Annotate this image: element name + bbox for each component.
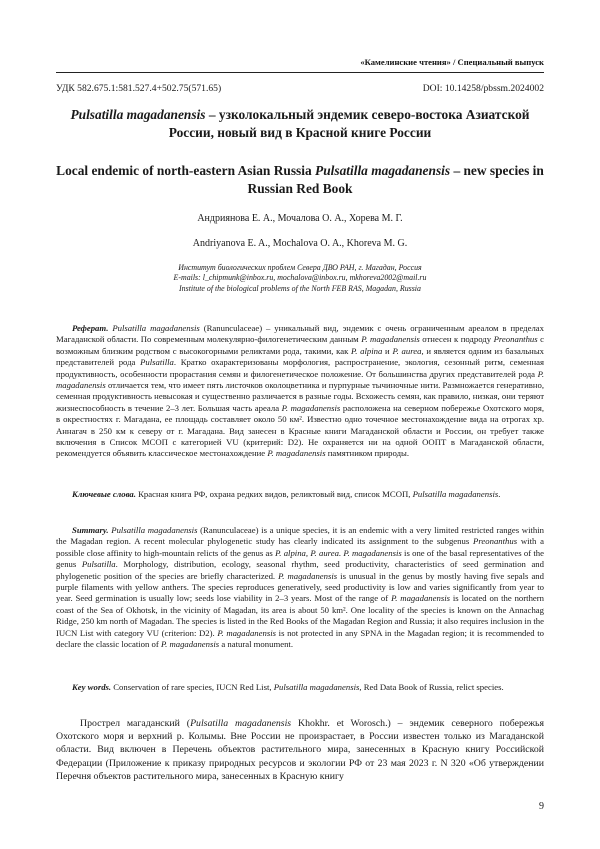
body-text: Прострел магаданский ( <box>80 718 191 729</box>
title-en-pre: Local endemic of north-eastern Asian Russia <box>56 163 316 178</box>
abstract-text: , и является одним из базальных представителей рода <box>56 345 545 368</box>
summary-text: is unusual in the genus by mostly having five sepals and purple filaments with yellow anthers. The species reproduces generatively, seed productivity is low and varies significantly from year to year. Seed germination is usually low; seeds lose viability in 2–3 years. Most of the range of <box>56 570 544 604</box>
abstract-text: (Ranunculaceae) – уникальный вид, эндемик с очень ограниченным ареалом в пределах Магаданской области. По современным молекулярно-филогенетическим данным <box>56 323 544 345</box>
keywords-text: , Red Data Book of Russia, relict species. <box>359 682 504 692</box>
affiliation-en: Institute of the biological problems of the North FEB RAS, Magadan, Russia <box>179 283 421 293</box>
species-name: P. magadanensis <box>278 570 338 581</box>
abstract-text: отнесен к подроду <box>419 334 494 345</box>
species-name: P. magadanensis <box>281 402 341 413</box>
authors-russian: Андриянова Е. А., Мочалова О. А., Хорева М. Г. <box>197 213 403 224</box>
keywords-text: . <box>498 489 501 499</box>
summary-text: is not protected in any SPNA in the Magadan region; it is recommended to declare the classic location of <box>56 627 544 650</box>
keywords-russian <box>56 489 544 500</box>
species-name: P. alpina <box>351 345 383 356</box>
species-name: Pulsatilla magadanensis <box>412 489 499 499</box>
summary-label: Summary. <box>72 525 109 535</box>
summary-text: (Ranunculaceae) is a unique species, it is an endemic with a very limited restricted ranges within the Magadan region. A recent molecular phylogenetic study has clearly indicated its assignment to the subgenus <box>56 525 544 547</box>
meta-row <box>56 83 544 94</box>
title-english <box>56 162 544 198</box>
abstract-text: расположена на северном побережье Охотского моря, в окрестностях г. Магадана, ее площадь составляет около 50 км². Известно одно точечное местонахождение вида на отрогах хр. Аннагач в 250 км к северу от г. Магадана. Вид занесен в Красные книги Магаданской области и России, он требует также включения в Список МСОП с категорией VU (критерий: D2). Не охраняется ни на одной ООПТ в Магаданской области, рекомендуется объявить классическое местонахождение <box>56 402 544 459</box>
header-rule <box>56 72 544 73</box>
journal-header: «Камелинские чтения» / Специальный выпуск <box>360 57 544 67</box>
species-name: P. magadanensis <box>160 639 220 650</box>
abstract-text: отличается тем, что имеет пять листочков околоцветника и пурпурные тычиночные нити. Размножается генеративно, семенная продуктивность невысокая и существенно различается в разные годы. Всхожесть семян, как правило, низкая, они теряют жизнеспособность в течение 2–3 лет. Большая часть ареала <box>56 380 544 413</box>
summary-text: with a possible close affinity to high-mountain relicts of the genus as <box>56 536 544 558</box>
body-paragraph <box>56 717 544 783</box>
genus-name: Pulsatilla <box>81 559 116 570</box>
udk-code: УДК 582.675.1:581.527.4+502.75(571.65) <box>56 83 222 94</box>
title-russian <box>56 106 544 142</box>
title-en-post: – new species in Russian Red Book <box>247 163 544 196</box>
abstract-text: с возможным близким родством с высокогорными реликтами рода, такими, как <box>56 334 544 356</box>
summary-text: is located on the northern coast of the Sea of Okhotsk, in the vicinity of Magadan, its area is about 50 km². One locality of the species is known on the Annachag Ridge, 250 km north of Magadan. The species is listed in the Red Books of the Magadan Region and Russia; it also requires inclusion in the IUCN List with category VU (criterion: D2). <box>56 593 545 638</box>
keywords-text: Conservation of rare species, IUCN Red List, <box>111 682 274 692</box>
species-name: Pulsatilla magadanensis <box>273 682 360 692</box>
species-name: P. aurea <box>392 345 422 356</box>
title-en-species: Pulsatilla magadanensis <box>315 163 451 178</box>
subgenus-name: Preonanthus <box>493 334 538 345</box>
species-name: Pulsatilla magadanensis <box>108 525 198 535</box>
abstract-text: . Кратко охарактеризованы морфология, распространение, экология, сезонный ритм, семенная продуктивность, особенности прорастания семян и филогенетическое положение. От большинства других представителей рода <box>56 357 544 379</box>
species-name: P. magadanensis <box>361 334 420 345</box>
authors-english: Andriyanova E. A., Mochalova O. A., Khoreva M. G. <box>192 238 408 249</box>
body-text: Khokhr. et Worosch.) – эндемик северного побережья Охотского моря и верхний р. Колымы. Вне России не произрастает, в России известен только из Магаданской области. Вид включен в Перечень объектов растительного мира, занесенных в Красную книгу Российской Федерации (Приложение к приказу природных ресурсов и экологии РФ от 23 мая 2023 г. N 320 «Об утверждении Перечня объектов растительного мира, занесенных в Красную книгу <box>56 718 544 782</box>
keywords-text: Красная книга РФ, охрана редких видов, реликтовый вид, список МСОП, <box>135 489 413 499</box>
doi[interactable]: DOI: 10.14258/pbssm.2024002 <box>422 83 544 94</box>
species-name: Pulsatilla magadanensis <box>108 323 200 333</box>
page-number: 9 <box>539 801 544 812</box>
genus-name: Pulsatilla <box>140 357 174 368</box>
species-name: Pulsatilla magadanensis <box>190 718 292 729</box>
keywords-english <box>56 682 544 693</box>
summary-text: . Morphology, distribution, ecology, seasonal rhythm, seed productivity, characteristics of seed germination and phylogenetic position of the species are briefly characterized. <box>56 559 544 581</box>
abstract-text: памятником природы. <box>325 448 409 459</box>
keywords-ru-label: Ключевые слова. <box>72 489 136 499</box>
keywords-en-label: Key words. <box>72 682 112 692</box>
species-name: P. magadanensis <box>56 368 544 391</box>
subgenus-name: Preonanthus <box>473 536 518 547</box>
title-ru-rest: – узколокальный эндемик северо-востока Азиатской России, новый вид в Красной книге России <box>168 107 530 140</box>
summary-text: a natural monument. <box>219 639 294 650</box>
species-name: P. magadanensis <box>217 627 277 638</box>
abstract-english <box>56 525 544 650</box>
abstract-text: и <box>382 345 393 356</box>
species-name: P. magadanensis <box>391 593 451 604</box>
species-name: P. magadanensis <box>267 448 326 459</box>
affiliation-emails[interactable]: E-mails: l_chipmunk@inbox.ru, mochalova@inbox.ru, mkhoreva2002@mail.ru <box>173 273 427 283</box>
species-name: P. alpina, P. aurea. P. magadanensis <box>275 547 402 558</box>
abstract-ru-label: Реферат. <box>72 323 109 333</box>
title-ru-species: Pulsatilla magadanensis <box>70 107 206 122</box>
summary-text: is one of the basal representatives of the genus <box>56 547 544 570</box>
affiliation <box>56 263 544 294</box>
abstract-russian <box>56 323 544 460</box>
affiliation-ru: Институт биологических проблем Севера ДВО РАН, г. Магадан, Россия <box>178 263 422 272</box>
